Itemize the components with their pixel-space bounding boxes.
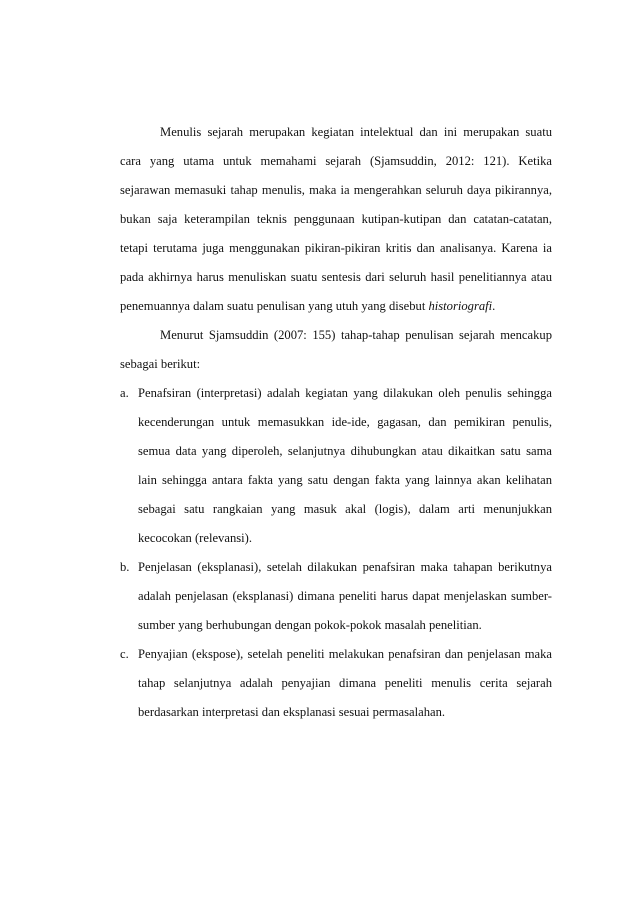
text-line: Menurut Sjamsuddin (2007: 155) tahap-tahap penulisan sejarah mencakup xyxy=(160,328,552,342)
text-line: berdasarkan interpretasi dan eksplanasi sesuai permasalahan. xyxy=(138,705,446,719)
text-line xyxy=(120,559,552,575)
italic-term: historiografi xyxy=(428,299,493,313)
list-marker: b. xyxy=(120,560,130,574)
text-line: sebagai satu rangkaian yang masuk akal (logis), dalam arti menunjukkan xyxy=(138,502,552,516)
text-line: bukan saja keterampilan teknis penggunaan kutipan-kutipan dan catatan-catatan, xyxy=(120,212,552,226)
text-line: sejarawan memasuki tahap menulis, maka ia mengerahkan seluruh daya pikirannya, xyxy=(120,183,552,197)
text-line: adalah penjelasan (eksplanasi) dimana peneliti harus dapat menjelaskan sumber- xyxy=(138,589,552,603)
text-line: kecenderungan untuk memasukkan ide-ide, gagasan, dan pemikiran penulis, xyxy=(138,415,552,429)
text-line: semua data yang diperoleh, selanjutnya dihubungkan atau dikaitkan satu sama xyxy=(138,444,552,458)
text-span: Penyajian (ekspose), setelah peneliti melakukan penafsiran dan penjelasan maka xyxy=(138,647,552,661)
text-line xyxy=(120,298,495,314)
text-span: Penjelasan (eksplanasi), setelah dilakukan penafsiran maka tahapan berikutnya xyxy=(138,560,552,574)
text-line xyxy=(120,385,552,401)
list-marker: a. xyxy=(120,386,129,400)
text-line: Menulis sejarah merupakan kegiatan intelektual dan ini merupakan suatu xyxy=(160,125,552,139)
text-line: tahap selanjutnya adalah penyajian dimana peneliti menulis cerita sejarah xyxy=(138,676,552,690)
text-line: pada akhirnya harus menuliskan suatu sentesis dari seluruh hasil penelitiannya atau xyxy=(120,270,552,284)
text-line xyxy=(120,646,552,662)
text-line: cara yang utama untuk memahami sejarah (Sjamsuddin, 2012: 121). Ketika xyxy=(120,154,552,168)
text-line: sebagai berikut: xyxy=(120,357,201,371)
list-marker: c. xyxy=(120,647,129,661)
text-span: Penafsiran (interpretasi) adalah kegiatan yang dilakukan oleh penulis sehingga xyxy=(138,386,552,400)
text-span: . xyxy=(492,299,496,313)
text-line: kecocokan (relevansi). xyxy=(138,531,252,545)
text-line: tetapi terutama juga menggunakan pikiran-pikiran kritis dan analisanya. Karena ia xyxy=(120,241,552,255)
text-line: sumber yang berhubungan dengan pokok-pokok masalah penelitian. xyxy=(138,618,482,632)
text-span: penemuannya dalam suatu penulisan yang utuh yang disebut xyxy=(120,299,429,313)
text-line: lain sehingga antara fakta yang satu dengan fakta yang lainnya akan kelihatan xyxy=(138,473,552,487)
